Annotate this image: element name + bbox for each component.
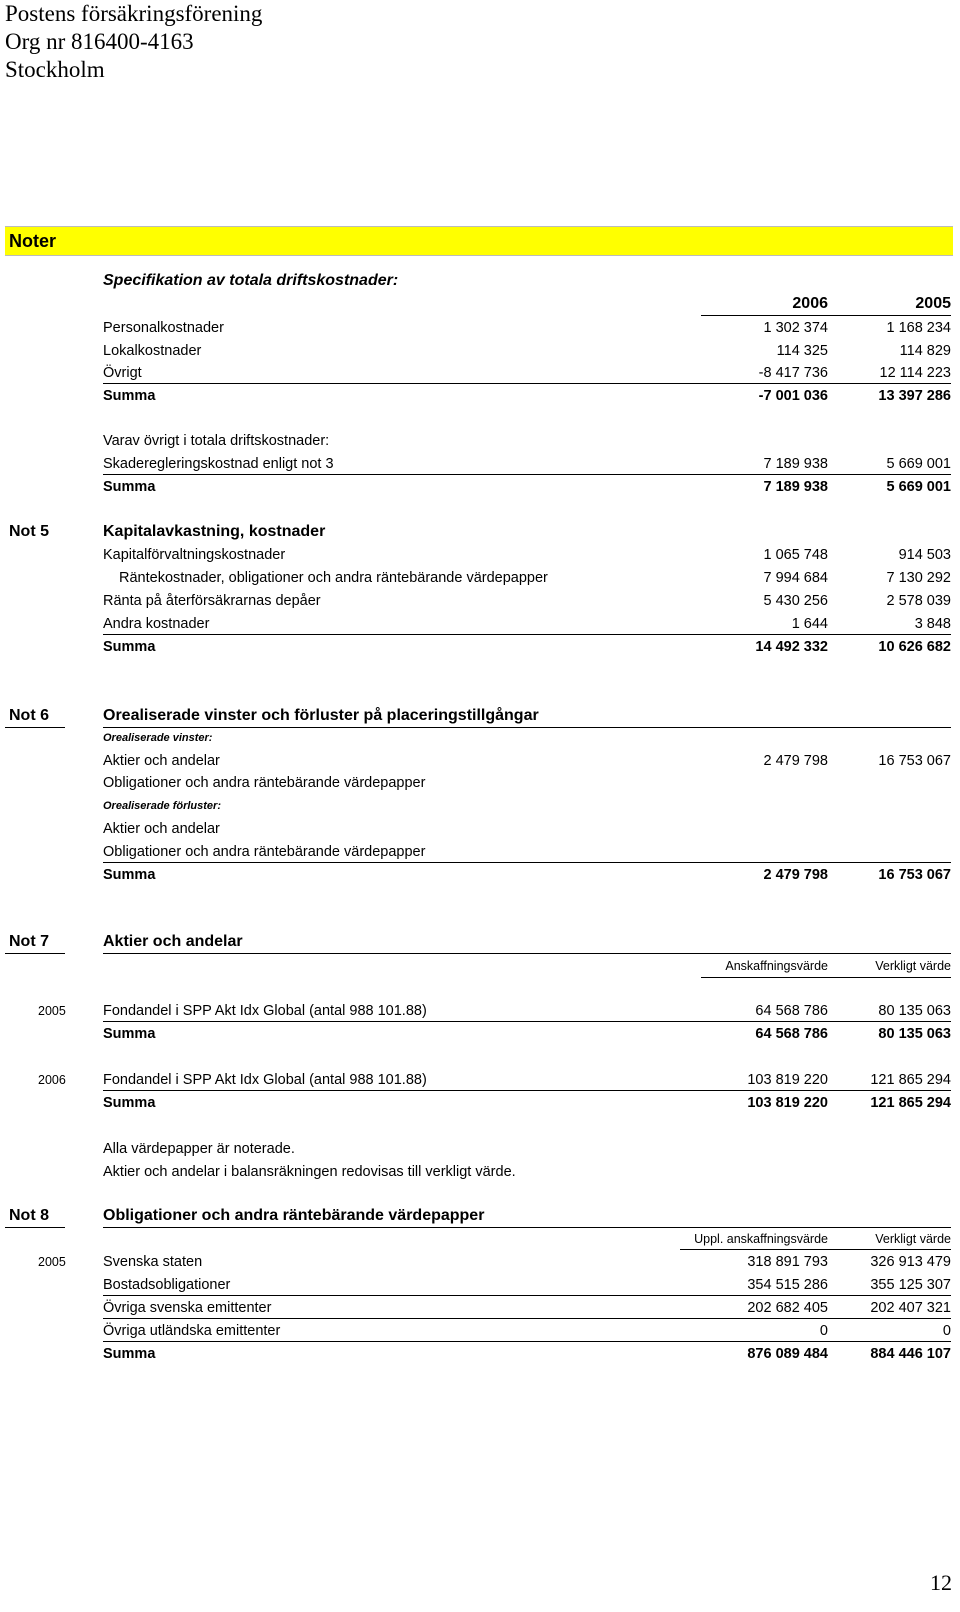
org-city: Stockholm: [5, 57, 105, 82]
not6-forluster-subheading: Orealiserade förluster:: [103, 800, 221, 812]
spec-row-2006: 114 325: [776, 343, 828, 359]
not5-row-2005: 7 130 292: [886, 570, 951, 586]
not8-col-uppl-anskaffningsvarde: Uppl. anskaffningsvärde: [694, 1232, 828, 1246]
not7-row-c1: 103 819 220: [747, 1072, 828, 1088]
not7-row-label: Fondandel i SPP Akt Idx Global (antal 988 101.88): [103, 1072, 427, 1088]
not8-row-label: Bostadsobligationer: [103, 1277, 231, 1293]
not7-col-anskaffningsvarde: Anskaffningsvärde: [725, 959, 828, 973]
spec-year-2006: 2006: [792, 295, 828, 312]
not5-row-2006: 5 430 256: [763, 593, 828, 609]
not7-year: 2006: [38, 1073, 66, 1087]
not8-summa-label: Summa: [103, 1346, 156, 1362]
not7-row-label: Fondandel i SPP Akt Idx Global (antal 988 101.88): [103, 1003, 427, 1019]
spec-row-2005: 1 168 234: [886, 320, 951, 336]
note-6-number: Not 6: [9, 707, 49, 724]
not8-row-c2: 355 125 307: [870, 1277, 951, 1293]
not8-header-rule: [680, 1249, 951, 1250]
not8-row-label: Svenska staten: [103, 1254, 203, 1270]
not7-summa-c2: 80 135 063: [878, 1026, 951, 1042]
spec-title: Specifikation av totala driftskostnader:: [103, 272, 399, 289]
not8-title-rule: [103, 1227, 951, 1228]
spec-year-2005: 2005: [915, 295, 951, 312]
note-7-title: Aktier och andelar: [103, 933, 243, 950]
not7-summa-label: Summa: [103, 1026, 156, 1042]
not8-year: 2005: [38, 1255, 66, 1269]
not6-row-label: Aktier och andelar: [103, 821, 220, 837]
not7-summa-c2: 121 865 294: [870, 1095, 951, 1111]
org-name: Postens försäkringsförening: [5, 1, 263, 26]
not5-row-2006: 7 994 684: [763, 570, 828, 586]
not8-row-label: Övriga utländska emittenter: [103, 1323, 281, 1339]
spec-row-2005: 114 829: [899, 343, 951, 359]
not7-number-rule: [5, 953, 65, 954]
not7-note-listed: Alla värdepapper är noterade.: [103, 1141, 295, 1157]
spec-row-label: Övrigt: [103, 365, 142, 381]
spec-row-2006: 1 302 374: [763, 320, 828, 336]
spec-row-2006: -8 417 736: [758, 365, 828, 381]
spec-row-label: Personalkostnader: [103, 320, 224, 336]
note-6-title: Orealiserade vinster och förluster på placeringstillgångar: [103, 707, 539, 724]
not6-summa-2006: 2 479 798: [763, 867, 828, 883]
spec-sum-rule: [103, 383, 951, 384]
not6-vinster-subheading: Orealiserade vinster:: [103, 732, 213, 744]
not5-sum-rule: [103, 634, 951, 635]
not8-number-rule: [5, 1227, 65, 1228]
not8-summa-c2: 884 446 107: [870, 1346, 951, 1362]
notes-banner-label: Noter: [9, 231, 57, 251]
not6-title-rule: [103, 727, 951, 728]
notes-banner: [5, 226, 953, 256]
not5-summa-label: Summa: [103, 639, 156, 655]
not8-row-rule: [103, 1318, 951, 1319]
not5-row-2005: 2 578 039: [886, 593, 951, 609]
not5-row-2006: 1 644: [791, 616, 828, 632]
spec-summa-label: Summa: [103, 388, 156, 404]
not6-row-2006: 2 479 798: [763, 753, 828, 769]
not7-row-c2: 121 865 294: [870, 1072, 951, 1088]
spec-row-2005: 12 114 223: [879, 365, 951, 381]
not7-year: 2005: [38, 1004, 66, 1018]
note-5-number: Not 5: [9, 523, 49, 540]
note-8-number: Not 8: [9, 1207, 49, 1224]
not5-row-label: Ränta på återförsäkrarnas depåer: [103, 593, 321, 609]
not7-header-rule: [701, 977, 951, 978]
varav-sum-rule: [103, 474, 951, 475]
not8-row-c1: 0: [819, 1323, 828, 1339]
note-8-title: Obligationer och andra räntebärande värdepapper: [103, 1207, 485, 1224]
not8-row-c2: 0: [942, 1323, 951, 1339]
page-number: 12: [930, 1570, 952, 1595]
not8-col-verkligt-varde: Verkligt värde: [875, 1232, 951, 1246]
not8-summa-c1: 876 089 484: [747, 1346, 828, 1362]
not5-row-2006: 1 065 748: [763, 547, 828, 563]
not5-row-label: Kapitalförvaltningskostnader: [103, 547, 286, 563]
not8-row-c2: 202 407 321: [870, 1300, 951, 1316]
not6-row-2005: 16 753 067: [878, 753, 951, 769]
not8-row-c2: 326 913 479: [870, 1254, 951, 1270]
varav-row-2005: 5 669 001: [886, 456, 951, 472]
not8-row-label: Övriga svenska emittenter: [103, 1300, 272, 1316]
not8-row-c1: 354 515 286: [747, 1277, 828, 1293]
not5-row-2005: 914 503: [898, 547, 951, 563]
not7-title-rule: [103, 953, 951, 954]
not8-sum-rule: [103, 1341, 951, 1342]
varav-row-2006: 7 189 938: [763, 456, 828, 472]
not8-row-c1: 202 682 405: [747, 1300, 828, 1316]
org-number: Org nr 816400-4163: [5, 29, 194, 54]
varav-summa-2006: 7 189 938: [763, 479, 828, 495]
spec-summa-2006: -7 001 036: [758, 388, 828, 404]
spec-row-label: Lokalkostnader: [103, 343, 202, 359]
varav-summa-label: Summa: [103, 479, 156, 495]
not8-row-c1: 318 891 793: [747, 1254, 828, 1270]
not6-row-label: Obligationer och andra räntebärande värdepapper: [103, 775, 426, 791]
not7-row-c2: 80 135 063: [878, 1003, 951, 1019]
varav-title: Varav övrigt i totala driftskostnader:: [103, 433, 330, 449]
not5-summa-2005: 10 626 682: [878, 639, 951, 655]
spec-summa-2005: 13 397 286: [878, 388, 951, 404]
not8-row-rule: [103, 1295, 951, 1296]
not6-summa-label: Summa: [103, 867, 156, 883]
not7-summa-c1: 103 819 220: [747, 1095, 828, 1111]
not7-sum-rule: [103, 1021, 951, 1022]
not7-col-verkligt-varde: Verkligt värde: [875, 959, 951, 973]
note-5-title: Kapitalavkastning, kostnader: [103, 523, 326, 540]
not7-row-c1: 64 568 786: [755, 1003, 828, 1019]
not7-sum-rule: [103, 1090, 951, 1091]
not7-note-fair-value: Aktier och andelar i balansräkningen redovisas till verkligt värde.: [103, 1164, 516, 1180]
not7-summa-c1: 64 568 786: [755, 1026, 828, 1042]
not5-row-2005: 3 848: [914, 616, 951, 632]
varav-row-label: Skaderegleringskostnad enligt not 3: [103, 456, 334, 472]
not7-summa-label: Summa: [103, 1095, 156, 1111]
not5-row-label: Andra kostnader: [103, 616, 210, 632]
varav-summa-2005: 5 669 001: [886, 479, 951, 495]
not6-number-rule: [5, 727, 65, 728]
not6-row-label: Aktier och andelar: [103, 753, 220, 769]
note-7-number: Not 7: [9, 933, 49, 950]
not5-summa-2006: 14 492 332: [755, 639, 828, 655]
spec-header-rule: [701, 315, 951, 316]
not6-row-label: Obligationer och andra räntebärande värdepapper: [103, 844, 426, 860]
not6-sum-rule: [103, 862, 951, 863]
not6-summa-2005: 16 753 067: [878, 867, 951, 883]
not5-row-label: Räntekostnader, obligationer och andra räntebärande värdepapper: [119, 570, 548, 586]
